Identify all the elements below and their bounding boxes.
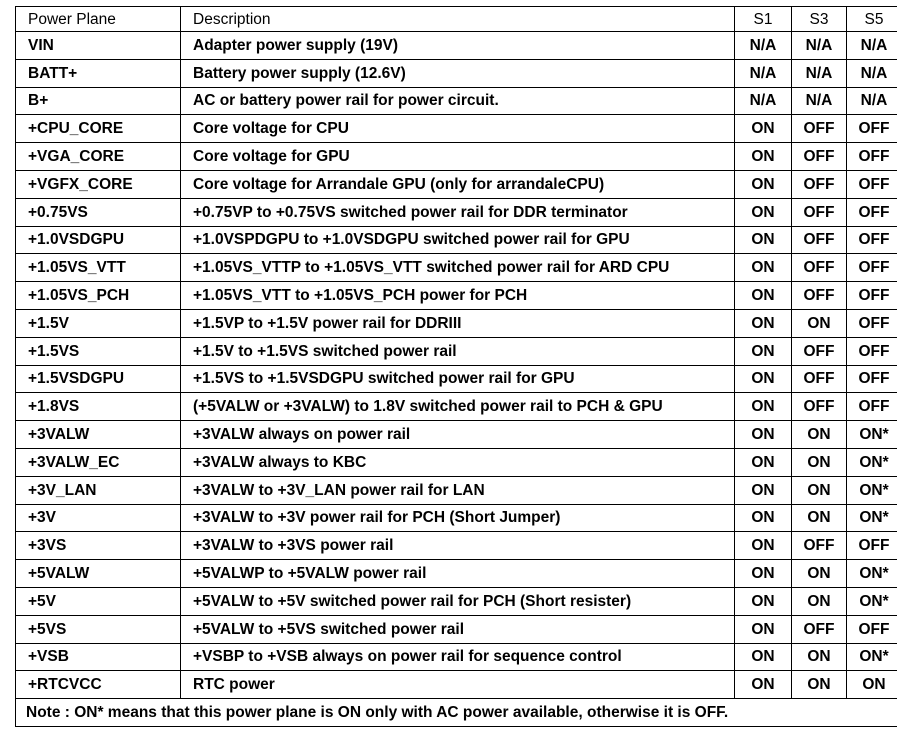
table-row xyxy=(16,365,897,393)
header-s1: S1 xyxy=(735,7,792,32)
s3-state-cell: OFF xyxy=(792,115,847,143)
power-plane-cell: +3VALW_EC xyxy=(16,448,181,476)
table-body xyxy=(16,32,897,699)
s3-state-cell: ON xyxy=(792,421,847,449)
s5-state-cell: ON* xyxy=(847,421,897,449)
s5-state-cell: OFF xyxy=(847,615,897,643)
table-row xyxy=(16,671,897,699)
s5-state-cell: OFF xyxy=(847,282,897,310)
s1-state-cell: ON xyxy=(735,643,792,671)
description-cell: +1.5VP to +1.5V power rail for DDRIII xyxy=(181,309,735,337)
power-plane-cell: +1.5V xyxy=(16,309,181,337)
s5-state-cell: OFF xyxy=(847,337,897,365)
s3-state-cell: OFF xyxy=(792,226,847,254)
s3-state-cell: OFF xyxy=(792,143,847,171)
power-plane-cell: +1.5VSDGPU xyxy=(16,365,181,393)
power-plane-cell: +CPU_CORE xyxy=(16,115,181,143)
power-plane-cell: +5V xyxy=(16,587,181,615)
description-cell: Battery power supply (12.6V) xyxy=(181,59,735,87)
header-s3: S3 xyxy=(792,7,847,32)
table-row xyxy=(16,337,897,365)
power-plane-cell: B+ xyxy=(16,87,181,115)
s1-state-cell: ON xyxy=(735,365,792,393)
s3-state-cell: ON xyxy=(792,448,847,476)
s3-state-cell: OFF xyxy=(792,170,847,198)
s1-state-cell: ON xyxy=(735,309,792,337)
description-cell: +1.5V to +1.5VS switched power rail xyxy=(181,337,735,365)
description-cell: +3VALW to +3VS power rail xyxy=(181,532,735,560)
s3-state-cell: OFF xyxy=(792,365,847,393)
description-cell: +5VALWP to +5VALW power rail xyxy=(181,560,735,588)
s1-state-cell: ON xyxy=(735,560,792,588)
s5-state-cell: ON* xyxy=(847,560,897,588)
s1-state-cell: ON xyxy=(735,198,792,226)
description-cell: +3VALW always to KBC xyxy=(181,448,735,476)
power-plane-cell: +5VALW xyxy=(16,560,181,588)
s1-state-cell: ON xyxy=(735,393,792,421)
s1-state-cell: N/A xyxy=(735,59,792,87)
description-cell: +1.05VS_VTT to +1.05VS_PCH power for PCH xyxy=(181,282,735,310)
table-row xyxy=(16,254,897,282)
s1-state-cell: ON xyxy=(735,337,792,365)
description-cell: Core voltage for GPU xyxy=(181,143,735,171)
table-row xyxy=(16,198,897,226)
s5-state-cell: OFF xyxy=(847,393,897,421)
s5-state-cell: N/A xyxy=(847,59,897,87)
power-plane-table xyxy=(15,6,897,727)
s1-state-cell: ON xyxy=(735,115,792,143)
s5-state-cell: OFF xyxy=(847,143,897,171)
note-row xyxy=(16,699,897,727)
description-cell: +0.75VP to +0.75VS switched power rail for DDR terminator xyxy=(181,198,735,226)
table-row xyxy=(16,143,897,171)
s5-state-cell: OFF xyxy=(847,254,897,282)
description-cell: (+5VALW or +3VALW) to 1.8V switched power rail to PCH & GPU xyxy=(181,393,735,421)
power-plane-cell: +3V_LAN xyxy=(16,476,181,504)
s3-state-cell: ON xyxy=(792,643,847,671)
s3-state-cell: OFF xyxy=(792,254,847,282)
s5-state-cell: OFF xyxy=(847,365,897,393)
table-row xyxy=(16,393,897,421)
s3-state-cell: ON xyxy=(792,309,847,337)
s3-state-cell: N/A xyxy=(792,32,847,60)
s3-state-cell: OFF xyxy=(792,282,847,310)
description-cell: Core voltage for Arrandale GPU (only for arrandaleCPU) xyxy=(181,170,735,198)
table-row xyxy=(16,282,897,310)
s5-state-cell: OFF xyxy=(847,115,897,143)
s5-state-cell: N/A xyxy=(847,87,897,115)
description-cell: RTC power xyxy=(181,671,735,699)
power-plane-cell: +VGA_CORE xyxy=(16,143,181,171)
description-cell: Adapter power supply (19V) xyxy=(181,32,735,60)
description-cell: +5VALW to +5VS switched power rail xyxy=(181,615,735,643)
table-row xyxy=(16,309,897,337)
description-cell: +3VALW always on power rail xyxy=(181,421,735,449)
table-row xyxy=(16,587,897,615)
description-cell: +VSBP to +VSB always on power rail for sequence control xyxy=(181,643,735,671)
description-cell: +1.05VS_VTTP to +1.05VS_VTT switched power rail for ARD CPU xyxy=(181,254,735,282)
power-plane-cell: +3V xyxy=(16,504,181,532)
s1-state-cell: ON xyxy=(735,170,792,198)
s5-state-cell: OFF xyxy=(847,170,897,198)
power-plane-cell: +3VALW xyxy=(16,421,181,449)
s3-state-cell: N/A xyxy=(792,59,847,87)
s5-state-cell: ON* xyxy=(847,476,897,504)
s3-state-cell: ON xyxy=(792,587,847,615)
description-cell: +3VALW to +3V_LAN power rail for LAN xyxy=(181,476,735,504)
power-plane-cell: +1.05VS_PCH xyxy=(16,282,181,310)
s1-state-cell: ON xyxy=(735,254,792,282)
s5-state-cell: N/A xyxy=(847,32,897,60)
s3-state-cell: ON xyxy=(792,560,847,588)
power-plane-cell: +VGFX_CORE xyxy=(16,170,181,198)
s1-state-cell: ON xyxy=(735,504,792,532)
s3-state-cell: OFF xyxy=(792,532,847,560)
description-cell: +5VALW to +5V switched power rail for PCH (Short resister) xyxy=(181,587,735,615)
table-header-row xyxy=(16,7,897,32)
table-row xyxy=(16,448,897,476)
description-cell: +1.5VS to +1.5VSDGPU switched power rail for GPU xyxy=(181,365,735,393)
s1-state-cell: ON xyxy=(735,282,792,310)
s3-state-cell: OFF xyxy=(792,337,847,365)
s1-state-cell: ON xyxy=(735,671,792,699)
power-plane-cell: VIN xyxy=(16,32,181,60)
table-row xyxy=(16,421,897,449)
power-plane-cell: +0.75VS xyxy=(16,198,181,226)
description-cell: AC or battery power rail for power circuit. xyxy=(181,87,735,115)
s1-state-cell: ON xyxy=(735,532,792,560)
table-row xyxy=(16,532,897,560)
description-cell: +3VALW to +3V power rail for PCH (Short Jumper) xyxy=(181,504,735,532)
table-row xyxy=(16,226,897,254)
table-row xyxy=(16,170,897,198)
s1-state-cell: ON xyxy=(735,448,792,476)
table-row xyxy=(16,504,897,532)
power-plane-cell: +1.5VS xyxy=(16,337,181,365)
s1-state-cell: ON xyxy=(735,587,792,615)
s3-state-cell: OFF xyxy=(792,615,847,643)
table-row xyxy=(16,643,897,671)
s5-state-cell: ON* xyxy=(847,643,897,671)
table-row xyxy=(16,59,897,87)
s5-state-cell: OFF xyxy=(847,226,897,254)
s5-state-cell: OFF xyxy=(847,309,897,337)
s1-state-cell: ON xyxy=(735,615,792,643)
table-row xyxy=(16,115,897,143)
s5-state-cell: ON* xyxy=(847,448,897,476)
s1-state-cell: ON xyxy=(735,476,792,504)
s1-state-cell: ON xyxy=(735,226,792,254)
s3-state-cell: ON xyxy=(792,671,847,699)
power-plane-cell: +VSB xyxy=(16,643,181,671)
table-row xyxy=(16,32,897,60)
s3-state-cell: N/A xyxy=(792,87,847,115)
description-cell: +1.0VSPDGPU to +1.0VSDGPU switched power rail for GPU xyxy=(181,226,735,254)
s3-state-cell: ON xyxy=(792,504,847,532)
s5-state-cell: ON* xyxy=(847,587,897,615)
table-row xyxy=(16,560,897,588)
header-description: Description xyxy=(181,7,735,32)
table-row xyxy=(16,615,897,643)
s3-state-cell: ON xyxy=(792,476,847,504)
s5-state-cell: ON xyxy=(847,671,897,699)
power-plane-cell: BATT+ xyxy=(16,59,181,87)
s5-state-cell: OFF xyxy=(847,198,897,226)
power-plane-cell: +1.05VS_VTT xyxy=(16,254,181,282)
s1-state-cell: ON xyxy=(735,421,792,449)
header-s5: S5 xyxy=(847,7,897,32)
s3-state-cell: OFF xyxy=(792,198,847,226)
s5-state-cell: OFF xyxy=(847,532,897,560)
s5-state-cell: ON* xyxy=(847,504,897,532)
s1-state-cell: N/A xyxy=(735,87,792,115)
s3-state-cell: OFF xyxy=(792,393,847,421)
power-plane-cell: +5VS xyxy=(16,615,181,643)
s1-state-cell: N/A xyxy=(735,32,792,60)
power-plane-cell: +RTCVCC xyxy=(16,671,181,699)
power-plane-cell: +3VS xyxy=(16,532,181,560)
table-row xyxy=(16,476,897,504)
power-plane-cell: +1.0VSDGPU xyxy=(16,226,181,254)
header-power-plane: Power Plane xyxy=(16,7,181,32)
note-text: Note : ON* means that this power plane is ON only with AC power available, otherwise it is OFF. xyxy=(16,699,897,727)
s1-state-cell: ON xyxy=(735,143,792,171)
table-row xyxy=(16,87,897,115)
description-cell: Core voltage for CPU xyxy=(181,115,735,143)
power-plane-cell: +1.8VS xyxy=(16,393,181,421)
